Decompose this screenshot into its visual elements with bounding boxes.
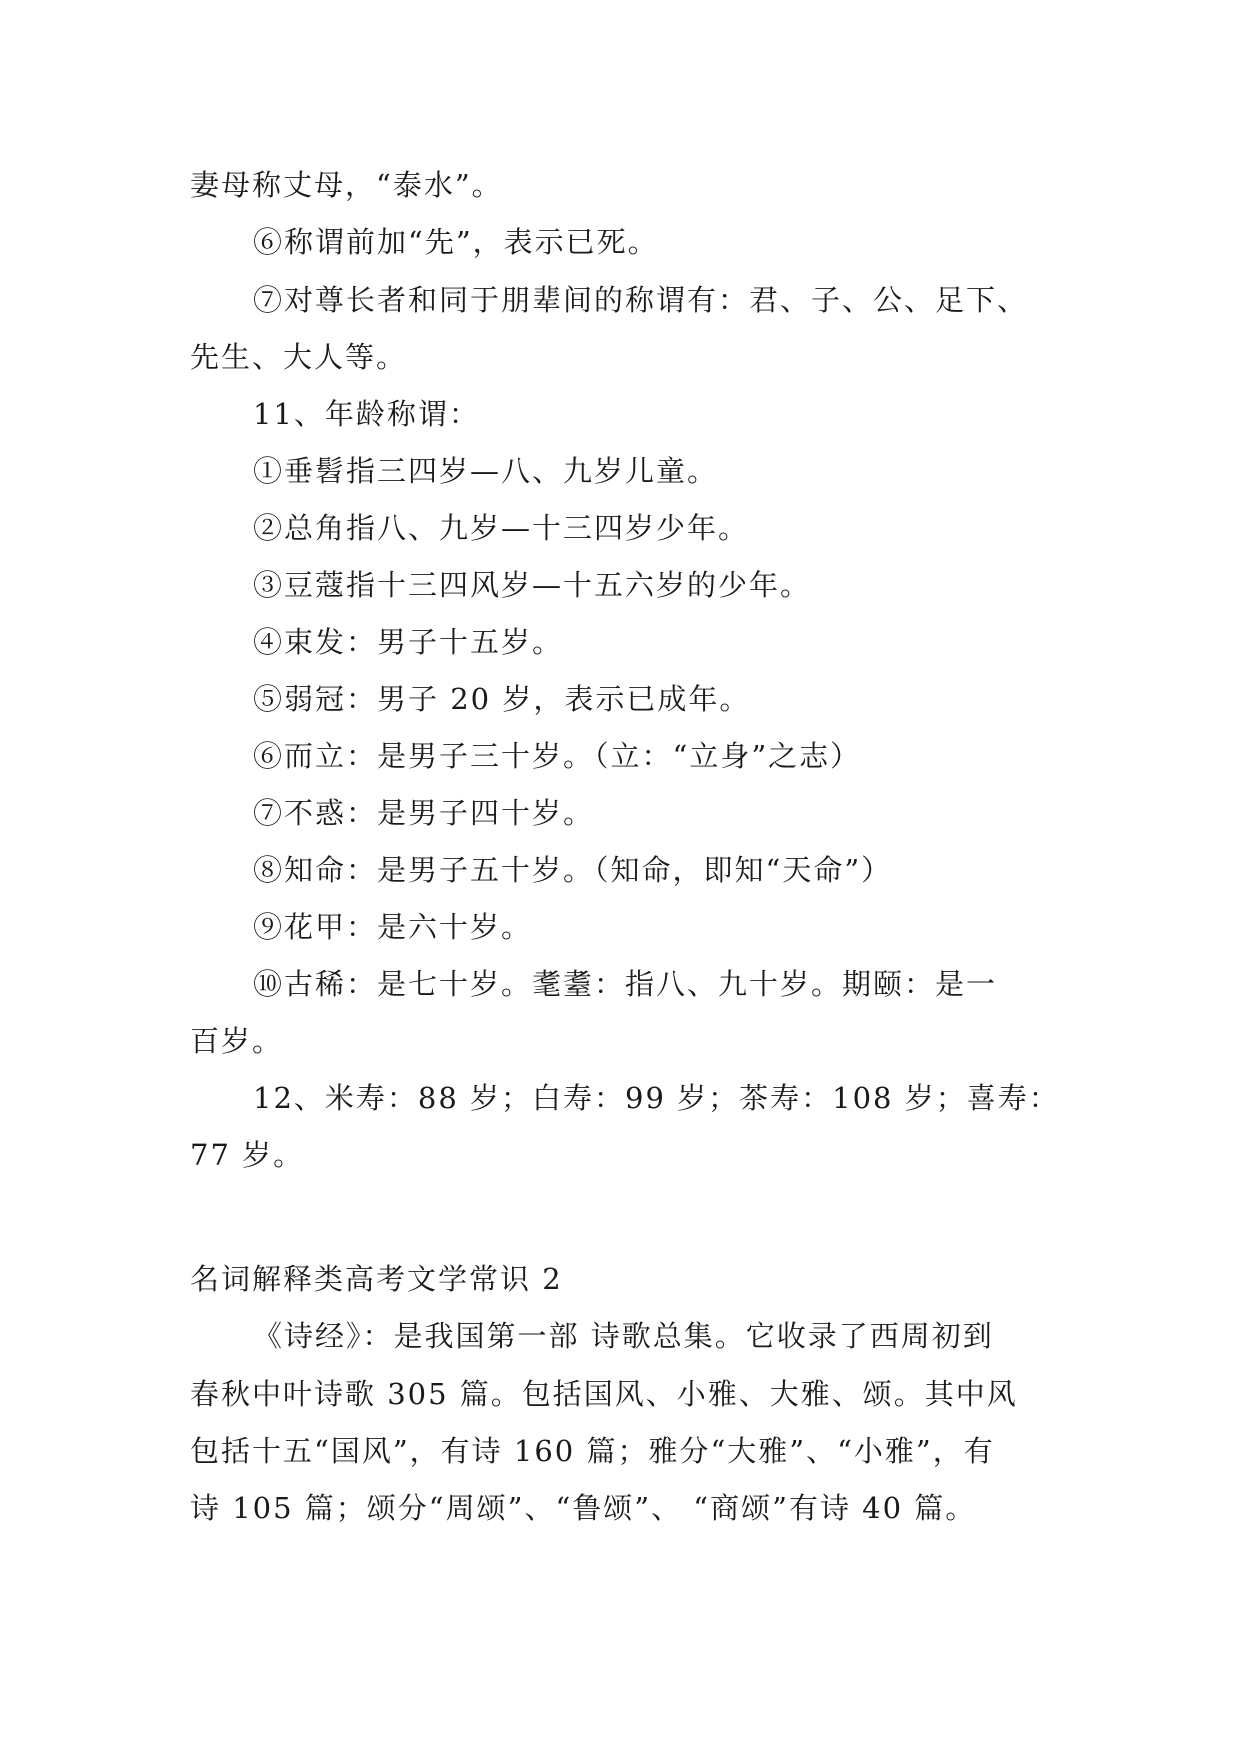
text-line: ⑩古稀：是七十岁。耄耋：指八、九十岁。期颐：是一 [253,967,998,1001]
text-line: ②总角指八、九岁—十三四岁少年。 [253,511,750,545]
text-line: 百岁。 [190,1024,284,1058]
text-line: ④束发：男子十五岁。 [253,625,564,659]
text-line: 妻母称丈母，“泰水”。 [190,168,503,202]
text-line: 77 岁。 [190,1138,305,1172]
text-line: 《诗经》：是我国第一部 诗歌总集。它收录了西周初到 [253,1319,994,1353]
text-line: ⑦不惑：是男子四十岁。 [253,796,595,830]
text-line: 12、米寿：88 岁；白寿：99 岁；茶寿：108 岁；喜寿： [253,1081,1060,1115]
text-line: ③豆蔻指十三四风岁—十五六岁的少年。 [253,568,812,602]
text-line: ⑥称谓前加“先”，表示已死。 [253,225,659,259]
text-line: 先生、大人等。 [190,340,408,374]
text-line: 春秋中叶诗歌 305 篇。包括国风、小雅、大雅、颂。其中风 [190,1377,1018,1411]
text-line: 诗 105 篇；颂分“周颂”、“鲁颂”、 “商颂”有诗 40 篇。 [190,1491,977,1525]
text-line: ⑨花甲：是六十岁。 [253,910,533,944]
text-line: ①垂髫指三四岁—八、九岁儿童。 [253,454,719,488]
text-line: ⑧知命：是男子五十岁。（知命，即知“天命”） [253,853,893,887]
text-line: ⑥而立：是男子三十岁。（立：“立身”之志） [253,739,862,773]
text-line: ⑤弱冠：男子 20 岁，表示已成年。 [253,682,751,716]
text-line: 包括十五“国风”，有诗 160 篇；雅分“大雅”、“小雅”，有 [190,1434,995,1468]
text-line: ⑦对尊长者和同于朋辈间的称谓有：君、子、公、足下、 [253,283,1029,317]
section-heading: 名词解释类高考文学常识 2 [190,1262,563,1296]
text-line: 11、年龄称谓： [253,397,480,431]
